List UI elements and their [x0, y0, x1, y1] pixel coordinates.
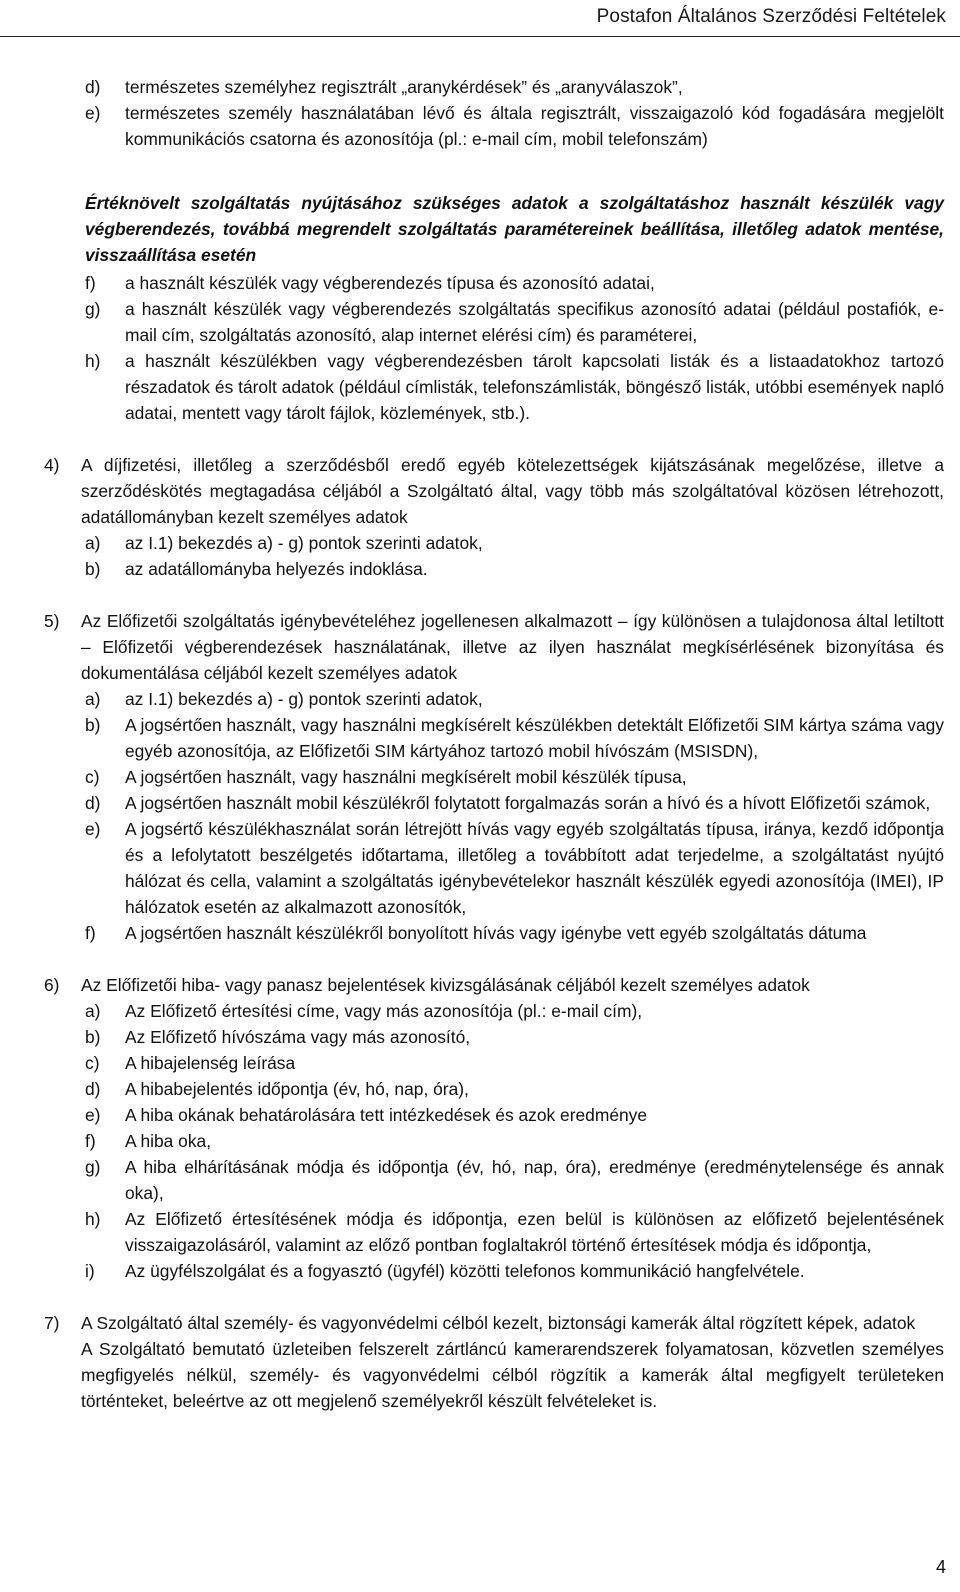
- list-item-text: a használt készülék vagy végberendezés szolgáltatás specifikus azonosító adatai (például postafiók, e-mail cím, szolgáltatás azonosító, alap internet elérési cím) és paraméterei,: [125, 299, 944, 345]
- value-added-list: [85, 270, 944, 426]
- list-item-label: d): [85, 793, 101, 813]
- value-added-heading: Értéknövelt szolgáltatás nyújtásához szükséges adatok a szolgáltatáshoz használt készülék vagy végberendezés, továbbá megrendelt szolgáltatás paramétereinek beállítása, illetőleg adatok mentése, visszaállítása esetén: [85, 193, 944, 265]
- list-item-label: f): [85, 1131, 96, 1151]
- list-item-text: természetes személyhez regisztrált „aranykérdések” és „aranyválaszok”,: [125, 77, 683, 97]
- section-5: [44, 608, 944, 946]
- section-list: [85, 998, 944, 1284]
- list-item: [85, 1206, 944, 1258]
- list-item-text: a használt készülék vagy végberendezés típusa és azonosító adatai,: [125, 273, 655, 293]
- list-item-label: a): [85, 533, 101, 553]
- list-item: [85, 686, 944, 712]
- list-item: [85, 816, 944, 920]
- list-item: [85, 1024, 944, 1050]
- list-item-label: g): [85, 299, 101, 319]
- list-item-label: e): [85, 819, 101, 839]
- list-item: [85, 998, 944, 1024]
- list-item: [85, 348, 944, 426]
- list-item-label: b): [85, 715, 101, 735]
- list-item-text: A hibabejelentés időpontja (év, hó, nap, óra),: [125, 1079, 469, 1099]
- list-item: [85, 920, 944, 946]
- list-item-label: c): [85, 1053, 100, 1073]
- list-item-label: h): [85, 1209, 101, 1229]
- section-heading: Az Előfizetői hiba- vagy panasz bejelentések kivizsgálásának céljából kezelt személyes adatok: [81, 975, 810, 995]
- list-item: [85, 296, 944, 348]
- list-item: [85, 74, 944, 100]
- section-number: 5): [44, 611, 60, 631]
- page-number: 4: [935, 1557, 946, 1577]
- list-item-label: e): [85, 103, 101, 123]
- list-item: [85, 790, 944, 816]
- section-number: 6): [44, 975, 60, 995]
- list-item-text: az adatállományba helyezés indoklása.: [125, 559, 428, 579]
- list-item: [85, 1050, 944, 1076]
- list-item: [85, 1258, 944, 1284]
- list-item: [85, 556, 944, 582]
- list-item-text: Az Előfizető értesítési címe, vagy más azonosítója (pl.: e-mail cím),: [125, 1001, 643, 1021]
- list-item-text: A hiba okának behatárolására tett intézkedések és azok eredménye: [125, 1105, 648, 1125]
- intro-list: [85, 74, 944, 152]
- list-item-label: b): [85, 559, 101, 579]
- list-item-text: az I.1) bekezdés a) - g) pontok szerinti adatok,: [125, 689, 483, 709]
- list-item: [85, 100, 944, 152]
- list-item-text: A jogsértően használt, vagy használni megkísérelt mobil készülék típusa,: [125, 767, 687, 787]
- list-item: [85, 530, 944, 556]
- section-body: [81, 1310, 944, 1414]
- list-item-text: Az Előfizető hívószáma vagy más azonosító,: [125, 1027, 471, 1047]
- list-item-label: h): [85, 351, 101, 371]
- list-item: [85, 764, 944, 790]
- list-item-label: i): [85, 1261, 95, 1281]
- list-item-label: b): [85, 1027, 101, 1047]
- list-item: [85, 270, 944, 296]
- list-item-label: a): [85, 1001, 101, 1021]
- list-item-label: f): [85, 923, 96, 943]
- list-item-text: Az ügyfélszolgálat és a fogyasztó (ügyfél) közötti telefonos kommunikáció hangfelvétele.: [125, 1261, 805, 1281]
- section-7: [44, 1310, 944, 1414]
- section-heading: Az Előfizetői szolgáltatás igénybevételéhez jogellenesen alkalmazott – így különösen a tulajdonosa által letiltott – Előfizetői végberendezések használatának, illetve az ilyen használat megkísérlésének bizonyítása és dokumentálása céljából kezelt személyes adatok: [81, 611, 944, 683]
- list-item-text: a használt készülékben vagy végberendezésben tárolt kapcsolati listák és a listaadatokhoz tartozó részadatok és tárolt adatok (például címlisták, telefonszámlisták, böngésző listák, utóbbi események napló adatai, mentett vagy tárolt fájlok, közlemények, stb.).: [125, 351, 944, 423]
- list-item-label: f): [85, 273, 96, 293]
- section-number: 4): [44, 455, 60, 475]
- list-item-text: A jogsértően használt, vagy használni megkísérelt készülékben detektált Előfizetői SIM kártya száma vagy egyéb azonosítója, az Előfizetői SIM kártyához tartozó mobil hívószám (MSISDN),: [125, 715, 944, 761]
- header-divider: [0, 36, 960, 37]
- list-item-text: az I.1) bekezdés a) - g) pontok szerinti adatok,: [125, 533, 483, 553]
- list-item-text: A hiba oka,: [125, 1131, 212, 1151]
- section-heading: A díjfizetési, illetőleg a szerződésből eredő egyéb kötelezettségek kijátszásának megelőzése, illetve a szerződéskötés megtagadása céljából a Szolgáltató által, vagy több más szolgáltatóval közösen létrehozott, adatállományban kezelt személyes adatok: [81, 455, 944, 527]
- section-paragraph: A Szolgáltató bemutató üzleteiben felszerelt zártláncú kamerarendszerek folyamatosan, közvetlen személyes megfigyelés nélkül, személy- és vagyonvédelmi célból rögzítik a kamerák által megfigyelt területeken történteket, beleértve az ott megjelenő személyekről készült felvételeket is.: [81, 1339, 944, 1411]
- section-6: [44, 972, 944, 1284]
- list-item-label: g): [85, 1157, 101, 1177]
- document-body: [44, 74, 944, 1414]
- list-item-text: A hiba elhárításának módja és időpontja (év, hó, nap, óra), eredménye (eredménytelensége és annak oka),: [125, 1157, 944, 1203]
- section-number: 7): [44, 1313, 60, 1333]
- list-item: [85, 712, 944, 764]
- list-item-label: d): [85, 1079, 101, 1099]
- list-item-label: a): [85, 689, 101, 709]
- page-header-title: Postafon Általános Szerződési Feltételek: [596, 6, 946, 27]
- list-item: [85, 1154, 944, 1206]
- section-list: [85, 530, 944, 582]
- list-item-text: Az Előfizető értesítésének módja és időpontja, ezen belül is különösen az előfizető bejelentésének visszaigazolásáról, valamint az előző pontban foglaltakról történő értesítések módja és időpontja,: [125, 1209, 944, 1255]
- list-item-text: A jogsértően használt mobil készülékről folytatott forgalmazás során a hívó és a hívott Előfizetői számok,: [125, 793, 931, 813]
- section-heading: A Szolgáltató által személy- és vagyonvédelmi célból kezelt, biztonsági kamerák által rögzített képek, adatok: [81, 1313, 916, 1333]
- list-item-text: természetes személy használatában lévő és általa regisztrált, visszaigazoló kód fogadására megjelölt kommunikációs csatorna és azonosítója (pl.: e-mail cím, mobil telefonszám): [125, 103, 944, 149]
- section-list: [85, 686, 944, 946]
- section-body: [81, 452, 944, 582]
- list-item-label: d): [85, 77, 101, 97]
- list-item: [85, 1076, 944, 1102]
- section-body: [81, 972, 944, 1284]
- list-item-label: e): [85, 1105, 101, 1125]
- section-4: [44, 452, 944, 582]
- section-body: [81, 608, 944, 946]
- list-item-text: A hibajelenség leírása: [125, 1053, 296, 1073]
- list-item: [85, 1128, 944, 1154]
- list-item-text: A jogsértő készülékhasználat során létrejött hívás vagy egyéb szolgáltatás típusa, iránya, kezdő időpontja és a lefolytatott beszélgetés időtartama, illetőleg a továbbított adat terjedelme, a szolgáltatást nyújtó hálózat és cella, valamint a szolgáltatás igénybevételekor használt készülék egyedi azonosítója (IMEI), IP hálózatok esetén az alkalmazott azonosítók,: [125, 819, 944, 917]
- list-item-text: A jogsértően használt készülékről bonyolított hívás vagy igénybe vett egyéb szolgáltatás dátuma: [125, 923, 867, 943]
- list-item: [85, 1102, 944, 1128]
- list-item-label: c): [85, 767, 100, 787]
